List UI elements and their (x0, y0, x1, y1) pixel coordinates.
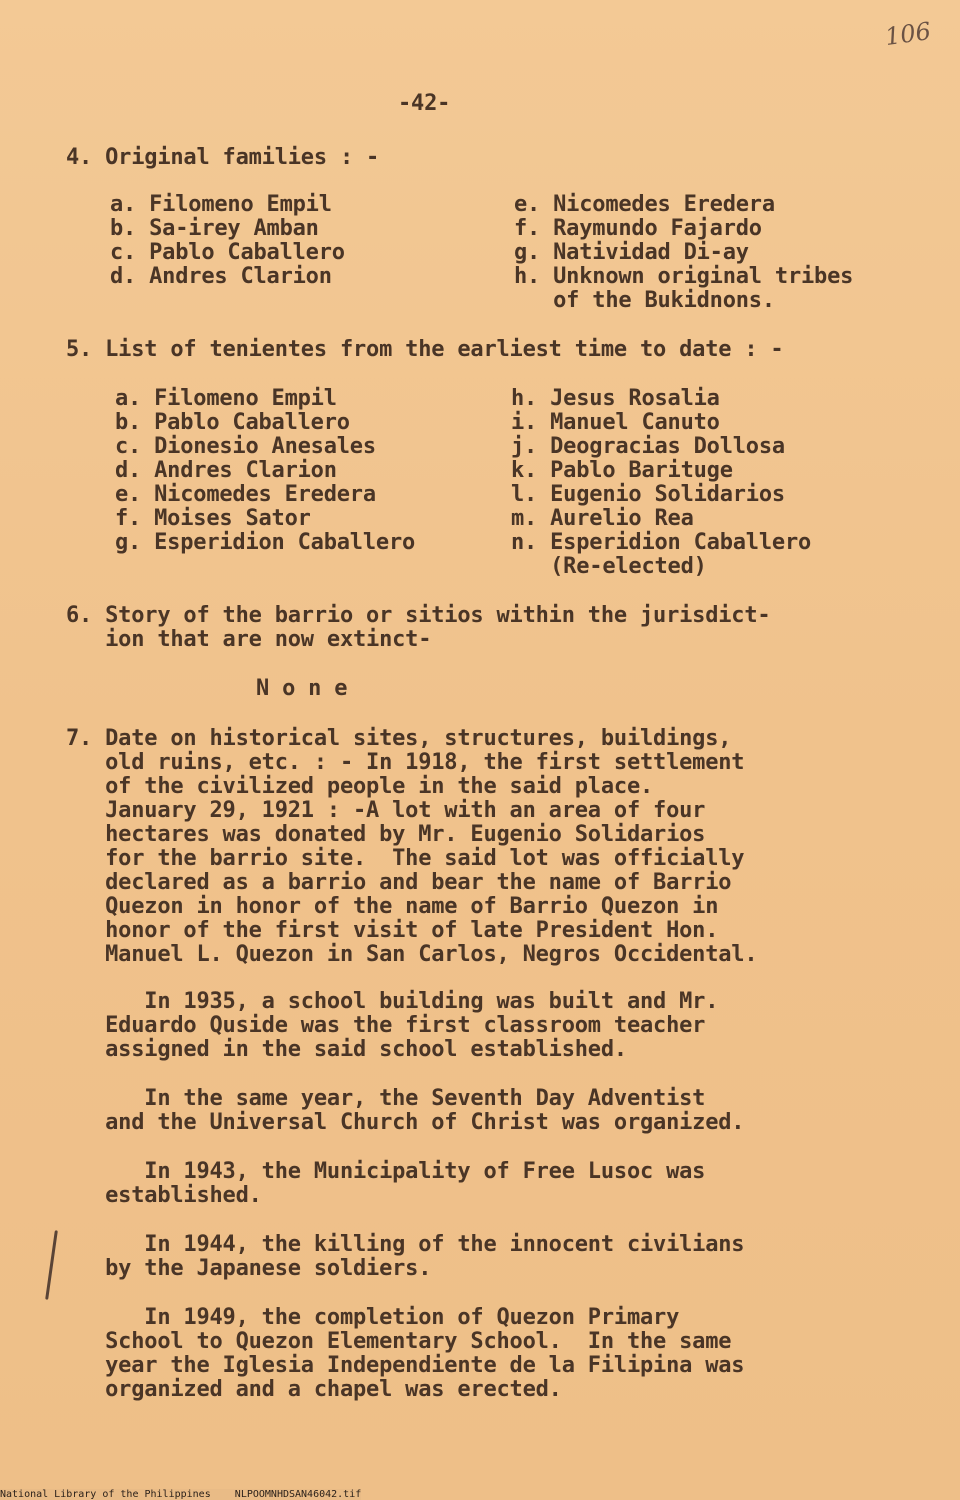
list-item: k. Pablo Barituge (511, 458, 733, 483)
list-item: a. Filomeno Empil (110, 192, 332, 217)
text-line: Eduardo Quside was the first classroom teacher (66, 1013, 706, 1038)
text-line: January 29, 1921 : -A lot with an area of four (66, 798, 706, 823)
text-line: assigned in the said school established. (66, 1037, 627, 1062)
text-line: In the same year, the Seventh Day Adventist (66, 1086, 706, 1111)
list-item: b. Pablo Caballero (115, 410, 350, 435)
text-line: Manuel L. Quezon in San Carlos, Negros Occidental. (66, 942, 758, 967)
extinct-line: 6. Story of the barrio or sitios within the jurisdict- (66, 603, 771, 628)
list-item: i. Manuel Canuto (511, 410, 720, 435)
text-line: organized and a chapel was erected. (66, 1377, 562, 1402)
tenientes-heading: 5. List of tenientes from the earliest time to date : - (66, 337, 784, 362)
text-line: In 1935, a school building was built and Mr. (66, 989, 719, 1014)
list-item: f. Raymundo Fajardo (514, 216, 762, 241)
list-item: a. Filomeno Empil (115, 386, 337, 411)
families-heading: 4. Original families : - (66, 145, 380, 170)
list-item: f. Moises Sator (115, 506, 311, 531)
list-item: h. Jesus Rosalia (511, 386, 720, 411)
text-line: of the civilized people in the said place. (66, 774, 654, 799)
list-item: n. Esperidion Caballero (511, 530, 812, 555)
list-item: m. Aurelio Rea (511, 506, 694, 531)
text-line: and the Universal Church of Christ was organized. (66, 1110, 745, 1135)
text-line: honor of the first visit of late President Hon. (66, 918, 719, 943)
text-line: In 1944, the killing of the innocent civilians (66, 1232, 745, 1257)
text-line: In 1949, the completion of Quezon Primary (66, 1305, 680, 1330)
list-item: of the Bukidnons. (514, 288, 775, 313)
text-line: Quezon in honor of the name of Barrio Quezon in (66, 894, 719, 919)
list-item: d. Andres Clarion (110, 264, 332, 289)
list-item: (Re-elected) (511, 554, 707, 579)
list-item: h. Unknown original tribes (514, 264, 854, 289)
text-line: 7. Date on historical sites, structures, buildings, (66, 726, 732, 751)
text-line: for the barrio site. The said lot was officially (66, 846, 745, 871)
text-line: by the Japanese soldiers. (66, 1256, 432, 1281)
text-line: declared as a barrio and bear the name of Barrio (66, 870, 732, 895)
list-item: c. Pablo Caballero (110, 240, 345, 265)
text-line: hectares was donated by Mr. Eugenio Solidarios (66, 822, 706, 847)
list-item: g. Esperidion Caballero (115, 530, 416, 555)
list-item: e. Nicomedes Eredera (514, 192, 775, 217)
text-line: In 1943, the Municipality of Free Lusoc was (66, 1159, 706, 1184)
list-item: g. Natividad Di-ay (514, 240, 749, 265)
text-line: year the Iglesia Independiente de la Filipina was (66, 1353, 745, 1378)
extinct-answer: N o n e (256, 676, 348, 701)
list-item: e. Nicomedes Eredera (115, 482, 376, 507)
page-label: -42- (398, 91, 451, 116)
extinct-line: ion that are now extinct- (66, 627, 432, 652)
text-line: established. (66, 1183, 262, 1208)
text-line: School to Quezon Elementary School. In the same (66, 1329, 732, 1354)
list-item: d. Andres Clarion (115, 458, 337, 483)
list-item: c. Dionesio Anesales (115, 434, 376, 459)
list-item: l. Eugenio Solidarios (511, 482, 785, 507)
page-number: 106 (883, 16, 933, 52)
archive-footer: National Library of the Philippines NLPOOMNHDSAN46042.tif (0, 1489, 362, 1500)
margin-pen-mark (45, 1230, 58, 1300)
list-item: j. Deogracias Dollosa (511, 434, 785, 459)
text-line: old ruins, etc. : - In 1918, the first settlement (66, 750, 745, 775)
list-item: b. Sa-irey Amban (110, 216, 319, 241)
